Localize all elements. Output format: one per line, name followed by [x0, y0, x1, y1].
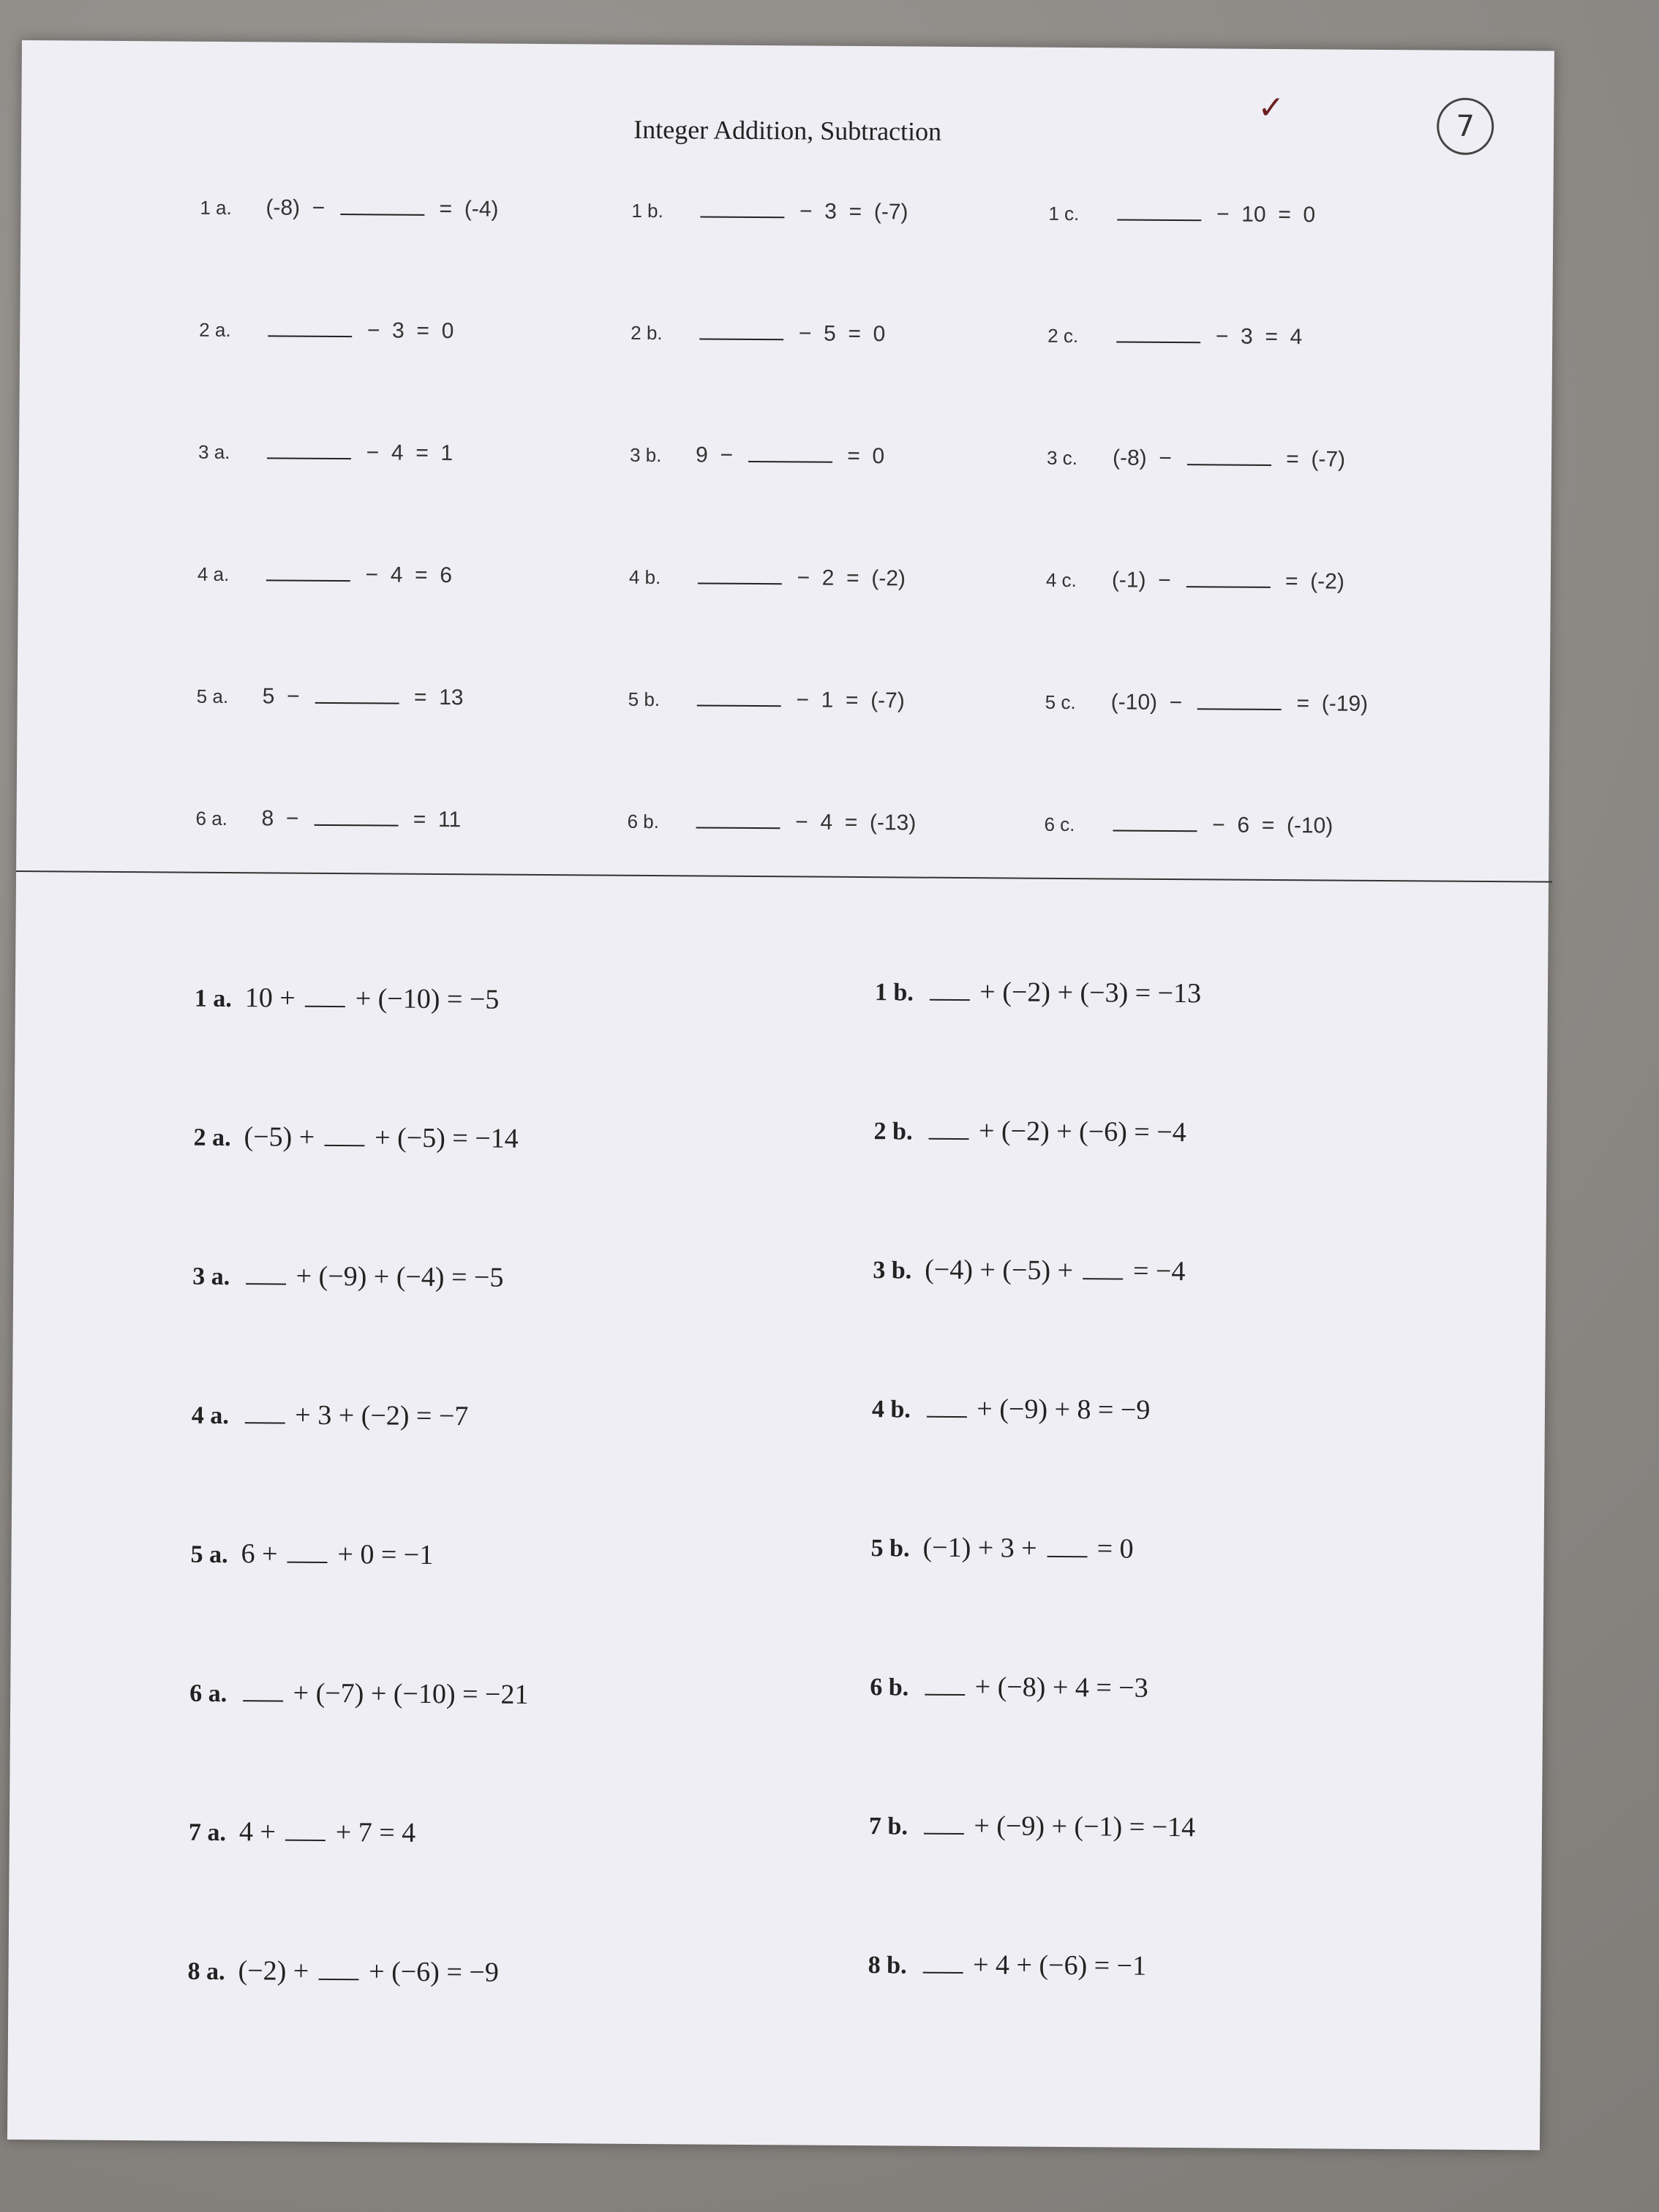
problem-label: 5 a. — [190, 1540, 228, 1569]
problem-addition — [870, 1670, 1148, 1704]
problem-label: 7 b. — [868, 1813, 908, 1840]
answer-blank[interactable] — [1117, 218, 1201, 221]
problem-suffix: + 3 + (−2) = −7 — [287, 1399, 469, 1432]
problem-suffix: + 0 = −1 — [330, 1538, 434, 1570]
answer-blank[interactable] — [927, 1415, 967, 1418]
problem-addition — [870, 1531, 1133, 1565]
problem-label: 1 c. — [1048, 202, 1080, 225]
answer-blank[interactable] — [697, 704, 781, 707]
problem-label: 5 b. — [870, 1535, 910, 1562]
answer-blank[interactable] — [267, 456, 351, 459]
problem-prefix: (−1) + 3 + — [922, 1532, 1045, 1564]
answer-blank[interactable] — [266, 579, 350, 582]
problem-addition — [189, 1677, 528, 1711]
problem-suffix: = (-19) — [1284, 691, 1369, 716]
problem-addition — [190, 1538, 433, 1571]
answer-blank[interactable] — [928, 1137, 968, 1140]
problem-label: 5 a. — [196, 685, 229, 707]
problem-subtraction — [198, 562, 452, 588]
answer-blank[interactable] — [924, 1832, 964, 1835]
problem-label: 4 a. — [191, 1402, 230, 1430]
problem-prefix: (-8) − — [1112, 445, 1184, 471]
problem-subtraction — [199, 317, 454, 344]
problem-subtraction — [1046, 568, 1344, 595]
problem-suffix: + (−8) + 4 = −3 — [968, 1671, 1148, 1704]
section-divider — [16, 870, 1552, 883]
problem-label: 2 b. — [631, 321, 663, 345]
problem-suffix: = −4 — [1126, 1255, 1186, 1287]
problem-suffix: + (−9) + (−1) = −14 — [966, 1810, 1196, 1843]
problem-suffix: − 4 = 6 — [353, 563, 453, 588]
problem-label: 6 a. — [195, 807, 228, 830]
worksheet-paper — [7, 40, 1554, 2151]
answer-blank[interactable] — [243, 1699, 283, 1701]
answer-blank[interactable] — [315, 701, 399, 704]
problem-addition — [872, 1392, 1151, 1426]
problem-suffix: − 2 = (-2) — [784, 565, 906, 591]
problem-suffix: − 4 = (-13) — [783, 810, 917, 835]
problem-subtraction — [1044, 812, 1333, 839]
problem-label: 6 b. — [627, 810, 660, 833]
problem-label: 3 a. — [192, 1263, 230, 1291]
problem-label: 1 b. — [874, 979, 914, 1007]
problem-addition — [195, 982, 500, 1016]
problem-subtraction — [631, 198, 908, 225]
problem-label: 4 a. — [197, 563, 230, 585]
problem-addition — [868, 1948, 1147, 1982]
problem-suffix: = 0 — [835, 443, 885, 469]
problem-prefix: (-8) − — [266, 195, 338, 221]
problem-prefix: (-10) − — [1110, 690, 1195, 715]
problem-prefix: (−2) + — [238, 1955, 316, 1987]
checkmark-icon: ✓ — [1257, 89, 1285, 127]
problem-label: 8 b. — [868, 1952, 907, 1979]
problem-addition — [193, 1121, 518, 1155]
problem-suffix: − 1 = (-7) — [783, 688, 905, 713]
problem-suffix: − 5 = 0 — [786, 321, 886, 347]
problem-label: 6 b. — [870, 1674, 909, 1701]
answer-blank[interactable] — [1113, 829, 1197, 832]
answer-blank[interactable] — [923, 1971, 963, 1974]
answer-blank[interactable] — [268, 334, 352, 337]
page-number-mark: 7 — [1437, 98, 1494, 156]
problem-suffix: + (−5) = −14 — [367, 1122, 519, 1154]
answer-blank[interactable] — [285, 1839, 326, 1841]
problem-subtraction — [1047, 323, 1302, 350]
answer-blank[interactable] — [700, 215, 784, 218]
answer-blank[interactable] — [696, 826, 780, 829]
problem-label: 2 c. — [1047, 324, 1079, 347]
answer-blank[interactable] — [305, 1005, 345, 1007]
problem-label: 3 c. — [1046, 446, 1078, 470]
problem-label: 4 b. — [871, 1396, 911, 1423]
problem-label: 7 a. — [188, 1818, 227, 1847]
answer-blank[interactable] — [246, 1282, 286, 1284]
problem-label: 6 c. — [1044, 813, 1075, 836]
problem-subtraction — [200, 195, 498, 222]
problem-prefix: 4 + — [238, 1816, 283, 1848]
answer-blank[interactable] — [314, 824, 398, 827]
page-title: Integer Addition, Subtraction — [633, 114, 942, 146]
answer-blank[interactable] — [698, 582, 782, 584]
problem-suffix: − 6 = (-10) — [1200, 813, 1333, 838]
problem-subtraction — [630, 443, 884, 469]
problem-prefix: 9 − — [695, 443, 745, 467]
problem-subtraction — [1047, 445, 1345, 473]
answer-blank[interactable] — [1083, 1277, 1123, 1279]
problem-suffix: = (-7) — [1274, 446, 1346, 472]
problem-suffix: − 3 = 4 — [1203, 324, 1303, 350]
answer-blank[interactable] — [325, 1144, 365, 1146]
problem-subtraction — [631, 320, 885, 347]
problem-label: 1 a. — [194, 985, 232, 1013]
answer-blank[interactable] — [340, 213, 424, 216]
problem-suffix: = (-4) — [426, 196, 499, 222]
problem-suffix: + (−6) = −9 — [361, 1956, 499, 1988]
problem-subtraction — [198, 440, 453, 466]
problem-label: 4 b. — [628, 565, 661, 589]
problem-label: 2 a. — [193, 1124, 231, 1152]
problem-prefix: (-1) − — [1111, 568, 1184, 593]
problem-suffix: = 13 — [402, 685, 464, 710]
problem-addition — [875, 975, 1201, 1009]
problem-suffix: + (−2) + (−3) = −13 — [972, 977, 1202, 1009]
problem-label: 6 a. — [189, 1679, 227, 1708]
problem-prefix: 5 − — [262, 684, 312, 709]
problem-prefix: 6 + — [241, 1538, 285, 1570]
problem-subtraction — [1048, 201, 1315, 228]
problem-suffix: − 4 = 1 — [353, 440, 454, 466]
problem-addition — [869, 1809, 1195, 1843]
answer-blank[interactable] — [245, 1421, 285, 1423]
problem-addition — [187, 1955, 498, 1989]
problem-label: 3 a. — [198, 440, 230, 463]
problem-suffix: + (−2) + (−6) = −4 — [971, 1116, 1186, 1148]
problem-subtraction — [628, 687, 905, 714]
problem-subtraction — [629, 565, 906, 592]
problem-suffix: + (−7) + (−10) = −21 — [286, 1677, 529, 1710]
problem-prefix: (−5) + — [244, 1121, 322, 1153]
problem-subtraction — [197, 684, 464, 711]
problem-prefix: 10 + — [244, 982, 303, 1014]
problem-suffix: = 0 — [1090, 1533, 1134, 1565]
problem-addition — [189, 1816, 416, 1849]
problem-addition — [873, 1114, 1186, 1148]
answer-blank[interactable] — [699, 337, 783, 340]
problem-prefix: 8 − — [261, 806, 312, 831]
problem-addition — [192, 1260, 503, 1294]
problem-suffix: + (−10) = −5 — [348, 983, 500, 1015]
problem-suffix: + (−9) + 8 = −9 — [969, 1393, 1151, 1426]
answer-blank[interactable] — [1186, 463, 1271, 466]
problem-label: 2 a. — [199, 318, 231, 342]
answer-blank[interactable] — [1186, 585, 1270, 588]
problem-subtraction — [195, 806, 461, 833]
problem-label: 3 b. — [629, 443, 662, 467]
problem-label: 5 c. — [1045, 691, 1076, 714]
problem-subtraction — [1045, 690, 1369, 717]
problem-label: 8 a. — [187, 1957, 225, 1986]
problem-suffix: − 3 = 0 — [355, 318, 454, 344]
problem-label: 2 b. — [873, 1118, 913, 1146]
answer-blank[interactable] — [925, 1693, 965, 1696]
answer-blank[interactable] — [287, 1561, 328, 1563]
problem-suffix: = (-2) — [1273, 568, 1345, 594]
problem-suffix: + 7 = 4 — [328, 1816, 416, 1848]
answer-blank[interactable] — [748, 460, 832, 463]
answer-blank[interactable] — [1116, 340, 1200, 343]
problem-suffix: − 3 = (-7) — [787, 199, 908, 225]
answer-blank[interactable] — [1197, 707, 1282, 710]
problem-label: 5 b. — [628, 688, 661, 711]
problem-addition — [192, 1399, 469, 1433]
problem-suffix: − 10 = 0 — [1204, 202, 1316, 227]
problem-addition — [873, 1253, 1185, 1287]
problem-label: 1 b. — [631, 199, 663, 222]
problem-suffix: + (−9) + (−4) = −5 — [289, 1260, 504, 1293]
answer-blank[interactable] — [930, 998, 970, 1001]
problem-suffix: + 4 + (−6) = −1 — [966, 1949, 1147, 1982]
problem-prefix: (−4) + (−5) + — [925, 1254, 1080, 1287]
problem-label: 4 c. — [1045, 568, 1077, 592]
problem-label: 1 a. — [200, 196, 232, 219]
answer-blank[interactable] — [319, 1978, 359, 1980]
problem-suffix: = 11 — [401, 807, 462, 832]
answer-blank[interactable] — [1047, 1555, 1087, 1557]
problem-subtraction — [627, 809, 916, 836]
problem-label: 3 b. — [873, 1257, 912, 1284]
